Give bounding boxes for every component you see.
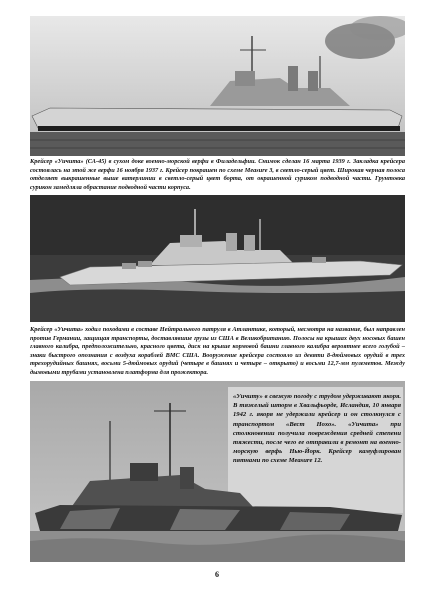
photo-cruiser-at-sea bbox=[30, 195, 405, 322]
page-number: 6 bbox=[215, 570, 219, 579]
photo-caption: Крейсер «Уичита» (СА-45) в сухом доке военно-морской верфи в Филадельфии. Снимок сделан 16 марта 1939 г. Закладка крейсера состоялась на этой же верфи 16 ноября 1937 г. Крейсер покрашен по схеме Measure 3, в светло-серый цвет. Широкая черная полоса отделяет выкрашенные выше ватерлинии в светло-серый цвет борта, от окрашенной суриком подводной части. Грунтовка сурикон замедляла обрастание подводной части корпуса. bbox=[30, 158, 405, 191]
photo-cruiser-dry-dock bbox=[30, 16, 405, 156]
photo-caption: Крейсер «Уичита» ходил походами в составе Нейтрального патруля в Атлантике, который, несмотря на название, был направлен против Германии, защищая транспорты, доставлявшие грузы из США в Великобританию. Полосы на крышах двух носовых башен главного калибра, предположительно, красного цвета, диск на крыше кормовой башни главного калибра вероятнее всего голубой – знаки быстрого опознания с воздуха кораблей ВМС США. Вооружение крейсера состояло из девяти 8-дюймовых орудий в трех трехорудийных башнях, восьми 5-дюймовых орудий (четыре в башнях и четыре – открыто) и восьми 12,7-мм пулеметов. Между дымовыми трубами установлена платформа для прожектора. bbox=[30, 326, 405, 376]
photo-caption: «Уичиту» в свежую погоду с трудом удерживают якоря. В тяжелый шторм в Хвальфьорде, Исландия, 10 января 1942 г. якоря не удержали крейсер и он столкнулся с транспортом «Вест Нохо». «Уичита» при столкновении получила повреждения средней степени тяжести, после чего ее отправили в ремонт на военно-морскую верфь Нью-Йорк. Крейсер камуфлирован пятнами по схеме Measure 12. bbox=[233, 393, 401, 465]
